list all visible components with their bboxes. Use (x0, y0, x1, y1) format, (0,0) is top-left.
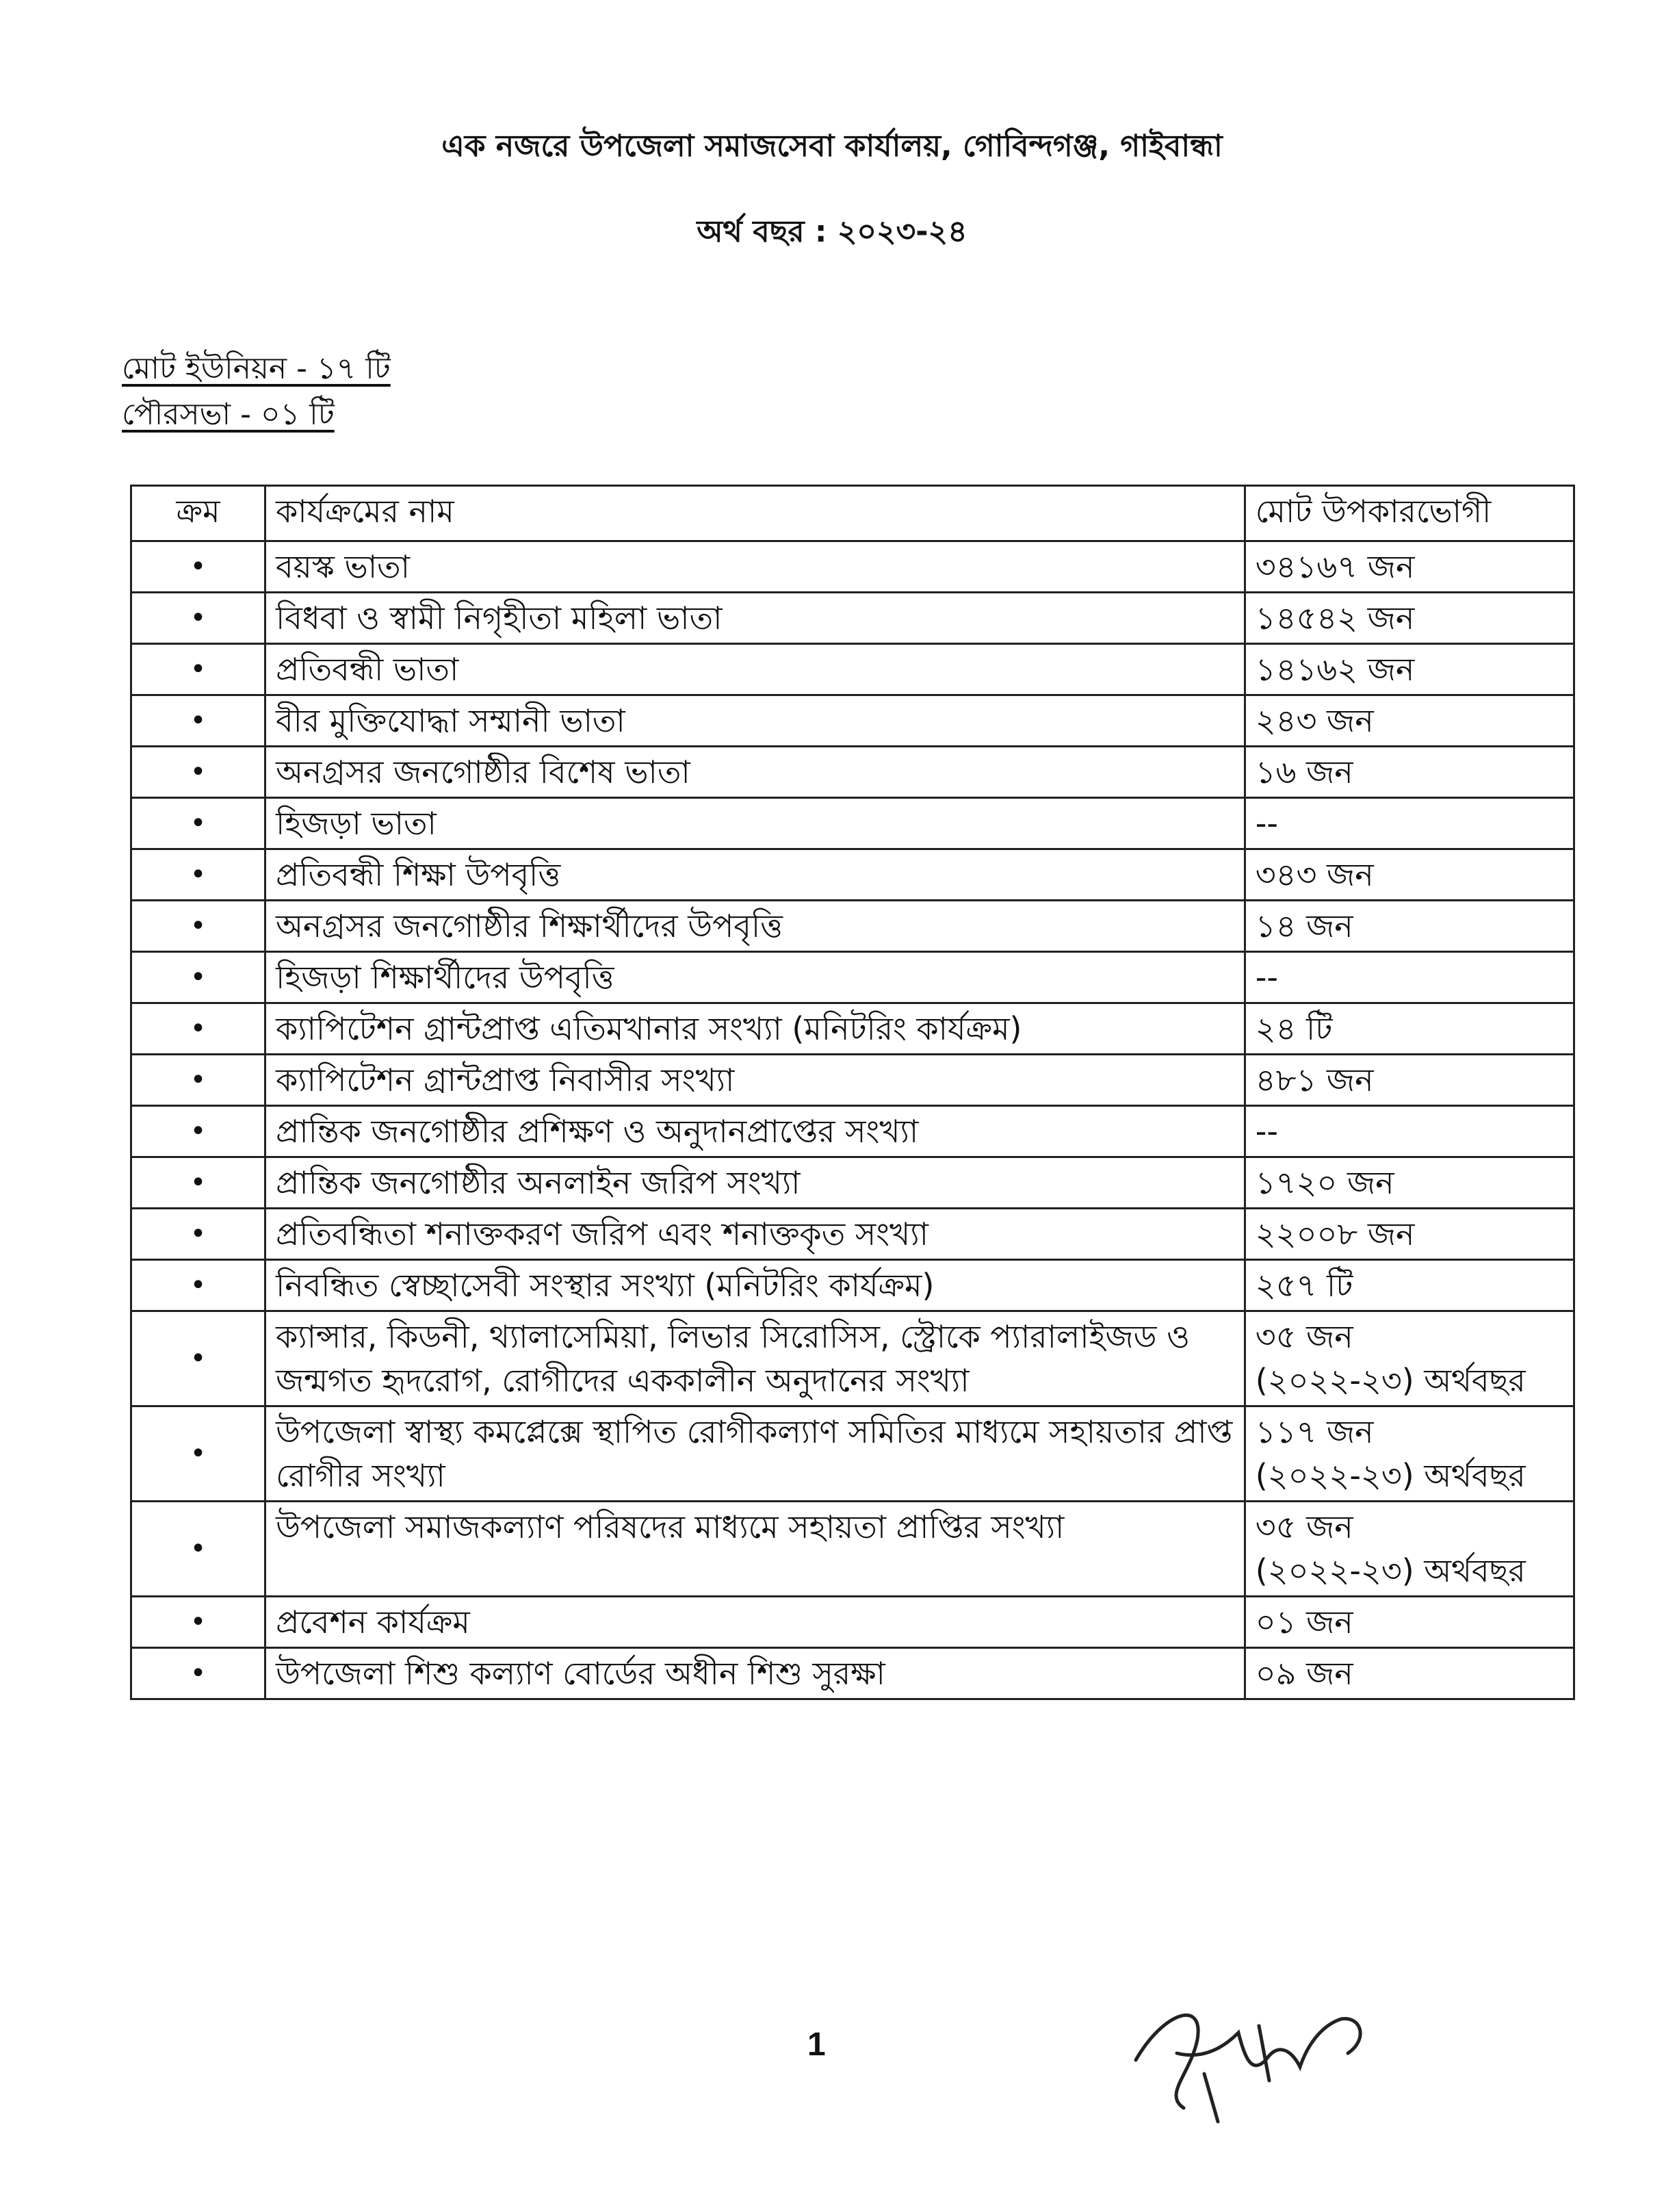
bullet: • (131, 952, 265, 1003)
program-name: প্রতিবন্ধী শিক্ষা উপবৃত্তি (265, 849, 1245, 901)
table-row (131, 1502, 1574, 1597)
program-name: বীর মুক্তিযোদ্ধা সম্মানী ভাতা (265, 695, 1245, 747)
program-name: অনগ্রসর জনগোষ্ঠীর শিক্ষার্থীদের উপবৃত্তি (265, 901, 1245, 952)
table-header-row (131, 486, 1574, 541)
program-name: প্রতিবন্ধী ভাতা (265, 644, 1245, 695)
programs-table (130, 485, 1575, 1700)
beneficiary-cell (1245, 541, 1574, 593)
document-title: এক নজরে উপজেলা সমাজসেবা কার্যালয়, গোবিন্দগঞ্জ, গাইবান্ধা (441, 129, 1223, 164)
fiscal-year: অর্থ বছর : ২০২৩-২৪ (697, 214, 967, 249)
beneficiary-cell (1245, 747, 1574, 798)
beneficiary-count: ১৬ জন (1255, 754, 1353, 790)
table-row (131, 952, 1574, 1003)
bullet: • (131, 1597, 265, 1648)
page-number: 1 (807, 2027, 826, 2063)
table-row (131, 1209, 1574, 1260)
beneficiary-count: -- (1255, 1113, 1278, 1150)
beneficiary-count: ১৪১৬২ জন (1255, 651, 1415, 688)
beneficiary-cell (1245, 695, 1574, 747)
bullet: • (131, 541, 265, 593)
program-name: হিজড়া ভাতা (265, 798, 1245, 849)
program-name: বিধবা ও স্বামী নিগৃহীতা মহিলা ভাতা (265, 593, 1245, 644)
pourashava-count: পৌরসভা - ০১ টি (122, 397, 335, 432)
bullet: • (131, 1055, 265, 1106)
table-row (131, 1311, 1574, 1406)
program-name: প্রান্তিক জনগোষ্ঠীর অনলাইন জরিপ সংখ্যা (265, 1157, 1245, 1209)
beneficiary-cell (1245, 1209, 1574, 1260)
beneficiary-count: ০৯ জন (1255, 1655, 1353, 1692)
beneficiary-cell (1245, 849, 1574, 901)
beneficiary-cell (1245, 644, 1574, 695)
beneficiary-count: -- (1255, 959, 1278, 996)
bullet: • (131, 695, 265, 747)
bullet: • (131, 1003, 265, 1055)
beneficiary-count: ০১ জন (1255, 1604, 1353, 1641)
bullet: • (131, 1209, 265, 1260)
beneficiary-count: ১৪ জন (1255, 908, 1353, 944)
table-row (131, 541, 1574, 593)
beneficiary-cell (1245, 798, 1574, 849)
table-row (131, 1648, 1574, 1699)
beneficiary-cell (1245, 1260, 1574, 1311)
bullet: • (131, 1157, 265, 1209)
beneficiary-cell (1245, 1648, 1574, 1699)
table-row (131, 1106, 1574, 1157)
fiscal-year-note: (২০২২-২৩) অর্থবছর (1255, 1457, 1526, 1494)
table-row (131, 1055, 1574, 1106)
table-row (131, 901, 1574, 952)
program-name: উপজেলা সমাজকল্যাণ পরিষদের মাধ্যমে সহায়তা প্রাপ্তির সংখ্যা (265, 1502, 1245, 1597)
beneficiary-cell (1245, 593, 1574, 644)
beneficiary-cell (1245, 1106, 1574, 1157)
table-row (131, 1597, 1574, 1648)
bullet: • (131, 593, 265, 644)
beneficiary-cell (1245, 1055, 1574, 1106)
beneficiary-count: ২২০০৮ জন (1255, 1216, 1415, 1252)
table-row (131, 644, 1574, 695)
program-name: প্রবেশন কার্যক্রম (265, 1597, 1245, 1648)
beneficiary-count: ৩৫ জন (1255, 1508, 1353, 1545)
signature (1122, 1957, 1382, 2135)
bullet: • (131, 798, 265, 849)
table-row (131, 1003, 1574, 1055)
fiscal-year-note: (২০২২-২৩) অর্থবছর (1255, 1362, 1526, 1399)
beneficiary-cell (1245, 901, 1574, 952)
beneficiary-cell (1245, 1597, 1574, 1648)
beneficiary-cell (1245, 1157, 1574, 1209)
table-row (131, 747, 1574, 798)
program-name: প্রতিবন্ধিতা শনাক্তকরণ জরিপ এবং শনাক্তকৃত সংখ্যা (265, 1209, 1245, 1260)
table-row (131, 1260, 1574, 1311)
beneficiary-cell (1245, 952, 1574, 1003)
beneficiary-cell (1245, 1311, 1574, 1406)
bullet: • (131, 644, 265, 695)
beneficiary-cell (1245, 1406, 1574, 1502)
program-name: হিজড়া শিক্ষার্থীদের উপবৃত্তি (265, 952, 1245, 1003)
col-beneficiaries: মোট উপকারভোগী (1245, 486, 1574, 541)
beneficiary-count: ৩৫ জন (1255, 1318, 1353, 1355)
beneficiary-count: ১১৭ জন (1255, 1413, 1374, 1450)
bullet: • (131, 1502, 265, 1597)
bullet: • (131, 1648, 265, 1699)
col-program-name: কার্যক্রমের নাম (265, 486, 1245, 541)
beneficiary-cell (1245, 1502, 1574, 1597)
program-name: নিবন্ধিত স্বেচ্ছাসেবী সংস্থার সংখ্যা (মনিটরিং কার্যক্রম) (265, 1260, 1245, 1311)
table-row (131, 695, 1574, 747)
total-unions: মোট ইউনিয়ন - ১৭ টি (122, 351, 391, 386)
program-name: উপজেলা শিশু কল্যাণ বোর্ডের অধীন শিশু সুরক্ষা (265, 1648, 1245, 1699)
table-row (131, 1406, 1574, 1502)
program-name: ক্যাপিটেশন গ্রান্টপ্রাপ্ত এতিমখানার সংখ্যা (মনিটরিং কার্যক্রম) (265, 1003, 1245, 1055)
table-row (131, 593, 1574, 644)
bullet: • (131, 901, 265, 952)
program-name: বয়স্ক ভাতা (265, 541, 1245, 593)
program-name: প্রান্তিক জনগোষ্ঠীর প্রশিক্ষণ ও অনুদানপ্রাপ্তের সংখ্যা (265, 1106, 1245, 1157)
table-row (131, 798, 1574, 849)
beneficiary-count: -- (1255, 805, 1278, 842)
table-row (131, 1157, 1574, 1209)
bullet: • (131, 849, 265, 901)
program-name: ক্যাপিটেশন গ্রান্টপ্রাপ্ত নিবাসীর সংখ্যা (265, 1055, 1245, 1106)
beneficiary-count: ২৫৭ টি (1255, 1267, 1353, 1304)
bullet: • (131, 1106, 265, 1157)
bullet: • (131, 1406, 265, 1502)
program-name: উপজেলা স্বাস্থ্য কমপ্লেক্সে স্থাপিত রোগীকল্যাণ সমিতির মাধ্যমে সহায়তার প্রাপ্ত রোগীর সংখ্যা (265, 1406, 1245, 1502)
beneficiary-count: ৪৮১ জন (1255, 1062, 1374, 1098)
beneficiary-count: ৩৪৩ জন (1255, 856, 1374, 893)
beneficiary-count: ১৪৫৪২ জন (1255, 600, 1415, 636)
beneficiary-count: ২৪ টি (1255, 1010, 1333, 1047)
bullet: • (131, 1311, 265, 1406)
bullet: • (131, 1260, 265, 1311)
beneficiary-cell (1245, 1003, 1574, 1055)
beneficiary-count: ২৪৩ জন (1255, 702, 1374, 739)
program-name: অনগ্রসর জনগোষ্ঠীর বিশেষ ভাতা (265, 747, 1245, 798)
bullet: • (131, 747, 265, 798)
col-serial: ক্রম (131, 486, 265, 541)
fiscal-year-note: (২০২২-২৩) অর্থবছর (1255, 1552, 1526, 1589)
table-row (131, 849, 1574, 901)
beneficiary-count: ১৭২০ জন (1255, 1164, 1394, 1201)
program-name: ক্যান্সার, কিডনী, থ্যালাসেমিয়া, লিভার সিরোসিস, স্ট্রোকে প্যারালাইজড ও জন্মগত হৃদরোগ, রোগীদের এককালীন অনুদানের সংখ্যা (265, 1311, 1245, 1406)
beneficiary-count: ৩৪১৬৭ জন (1255, 548, 1415, 585)
